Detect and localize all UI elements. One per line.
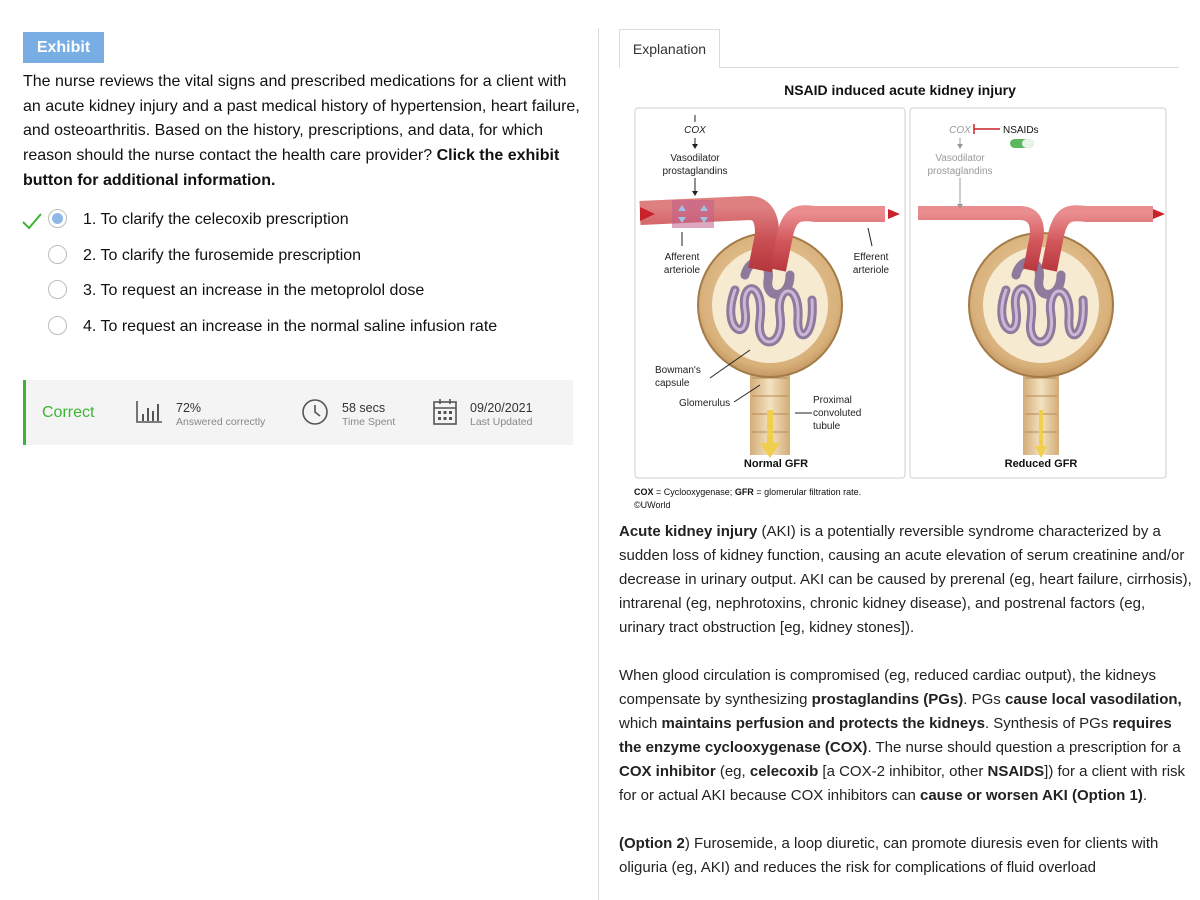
time-label: Time Spent	[342, 416, 396, 428]
figure-caption: COX = Cyclooxygenase; GFR = glomerular filtration rate. ©UWorld	[634, 487, 862, 510]
answer-radio-3[interactable]	[48, 280, 67, 299]
prostaglandins-label: prostaglandins	[662, 166, 728, 177]
bar-chart-icon	[134, 399, 164, 425]
answer-radio-1[interactable]	[48, 209, 67, 228]
explanation-p2-segment: celecoxib	[749, 763, 819, 780]
tab-underline	[720, 67, 1179, 68]
result-stats-bar	[23, 380, 573, 445]
afferent-label: Afferent	[664, 252, 700, 263]
afferent-arteriole-label: arteriole	[663, 265, 701, 276]
explanation-p2-segment: cause or worsen AKI (Option 1)	[920, 787, 1143, 804]
pane-divider[interactable]	[598, 28, 599, 900]
reduced-gfr-panel	[910, 108, 1166, 478]
explanation-p2-segment: which	[619, 715, 662, 732]
glomerulus-label: Glomerulus	[679, 398, 731, 409]
tubule-label: tubule	[813, 421, 841, 432]
question-text: The nurse reviews the vital signs and prescribed medications for a client with an acute kidney injury and a past medical history of hypertension, heart failure, and osteoarthritis. Based on the history, prescriptions, and data, for which reason should the nurse contact the health care provider?	[23, 73, 580, 165]
nsaid-aki-illustration	[600, 100, 1200, 520]
question-pane	[0, 0, 598, 900]
percent-value: 72%	[176, 401, 202, 415]
question-stem	[23, 70, 583, 194]
prostaglandins-dim-label: prostaglandins	[927, 166, 993, 177]
explanation-paragraph-1	[619, 520, 1194, 640]
explanation-p2-segment: . Synthesis of PGs	[984, 715, 1113, 732]
explanation-p1-segment: (AKI) is a potentially reversible syndrome characterized by a sudden loss of kidney function, causing an acute elevation of serum creatinine and/or decrease in urinary output. AKI can be caused by prerenal (eg, heart failure, cirrhosis), intrarenal (eg, nephrotoxins, chronic kidney disease), and postrenal factors (eg, urinary tract obstruction [eg, kidney stones]).	[619, 523, 1192, 636]
answer-label-2: 2. To clarify the furosemide prescription	[83, 246, 362, 264]
proximal-label: Proximal	[813, 395, 852, 406]
explanation-paragraph-3	[619, 832, 1194, 880]
date-value: 09/20/2021	[470, 401, 533, 415]
explanation-p1-segment: Acute kidney injury	[619, 523, 758, 540]
nsaids-label: NSAIDs	[1003, 125, 1039, 136]
answer-options	[0, 206, 590, 348]
cox-inhibited-label: COX	[949, 125, 971, 136]
date-label: Last Updated	[470, 416, 533, 428]
explanation-paragraph-2	[619, 664, 1194, 808]
convoluted-label: convoluted	[813, 408, 862, 419]
explanation-p2-segment: [a COX-2 inhibitor, other	[818, 763, 988, 780]
explanation-p2-segment: prostaglandins (PGs)	[811, 691, 964, 708]
tab-explanation[interactable]: Explanation	[619, 29, 720, 68]
reduced-gfr-label: Reduced GFR	[1004, 458, 1078, 470]
explanation-p2-segment: cause local vasodilation,	[1004, 691, 1182, 708]
answer-radio-4[interactable]	[48, 316, 67, 335]
efferent-arteriole-label: arteriole	[852, 265, 890, 276]
answer-radio-2[interactable]	[48, 245, 67, 264]
percent-label: Answered correctly	[176, 416, 266, 428]
explanation-p2-segment: maintains perfusion and protects the kidneys	[661, 715, 985, 732]
cox-label: COX	[684, 125, 706, 136]
calendar-icon	[432, 398, 458, 426]
explanation-p2-segment: . PGs	[963, 691, 1005, 708]
bowmans-label: Bowman's	[655, 365, 701, 376]
answer-option-2[interactable]	[0, 242, 590, 278]
explanation-p2-segment: When glood circulation is compromised (eg, reduced cardiac output), the kidneys compensate by synthesizing	[619, 667, 1156, 708]
explanation-p2-segment: .	[1142, 787, 1147, 804]
vasodilator-label: Vasodilator	[670, 153, 720, 164]
explanation-text	[619, 520, 1194, 900]
normal-gfr-label: Normal GFR	[743, 458, 809, 470]
vasodilator-dim-label: Vasodilator	[935, 153, 985, 164]
normal-gfr-panel	[635, 108, 905, 478]
copyright: ©UWorld	[634, 500, 671, 510]
answer-option-1[interactable]	[0, 206, 590, 242]
question-instruction: Click the exhibit button for additional information.	[23, 147, 560, 189]
efferent-label: Efferent	[853, 252, 889, 263]
answer-option-4[interactable]	[0, 313, 590, 349]
answer-label-3: 3. To request an increase in the metoprolol dose	[83, 282, 425, 300]
exhibit-button[interactable]: Exhibit	[23, 32, 104, 63]
time-value: 58 secs	[342, 401, 386, 415]
answer-label-1: 1. To clarify the celecoxib prescription	[83, 211, 349, 228]
capsule-label: capsule	[655, 378, 690, 389]
correct-check-icon	[21, 211, 43, 231]
explanation-p2-segment: (eg,	[715, 763, 750, 780]
explanation-p2-segment: requires the enzyme cyclooxygenase (COX)	[619, 715, 1172, 756]
figure-title: NSAID induced acute kidney injury	[784, 82, 1016, 98]
explanation-p2-segment: . The nurse should question a prescription for a	[867, 739, 1181, 756]
clock-icon	[301, 398, 329, 426]
answer-option-3[interactable]	[0, 277, 590, 313]
explanation-p3-segment: (Option 2	[619, 835, 685, 852]
explanation-p2-segment: ]) for a client with risk for or actual AKI because COX inhibitors can	[619, 763, 1186, 804]
explanation-p3-segment: ) Furosemide, a loop diuretic, can promote diuresis even for clients with oliguria (eg, AKI) and reduces the risk for complications of fluid overload	[619, 835, 1159, 876]
explanation-p2-segment: COX inhibitor	[619, 763, 716, 780]
result-status: Correct	[42, 404, 95, 421]
explanation-p2-segment: NSAIDS	[987, 763, 1045, 780]
answer-label-4: 4. To request an increase in the normal saline infusion rate	[83, 317, 498, 335]
explanation-pane	[600, 0, 1200, 900]
